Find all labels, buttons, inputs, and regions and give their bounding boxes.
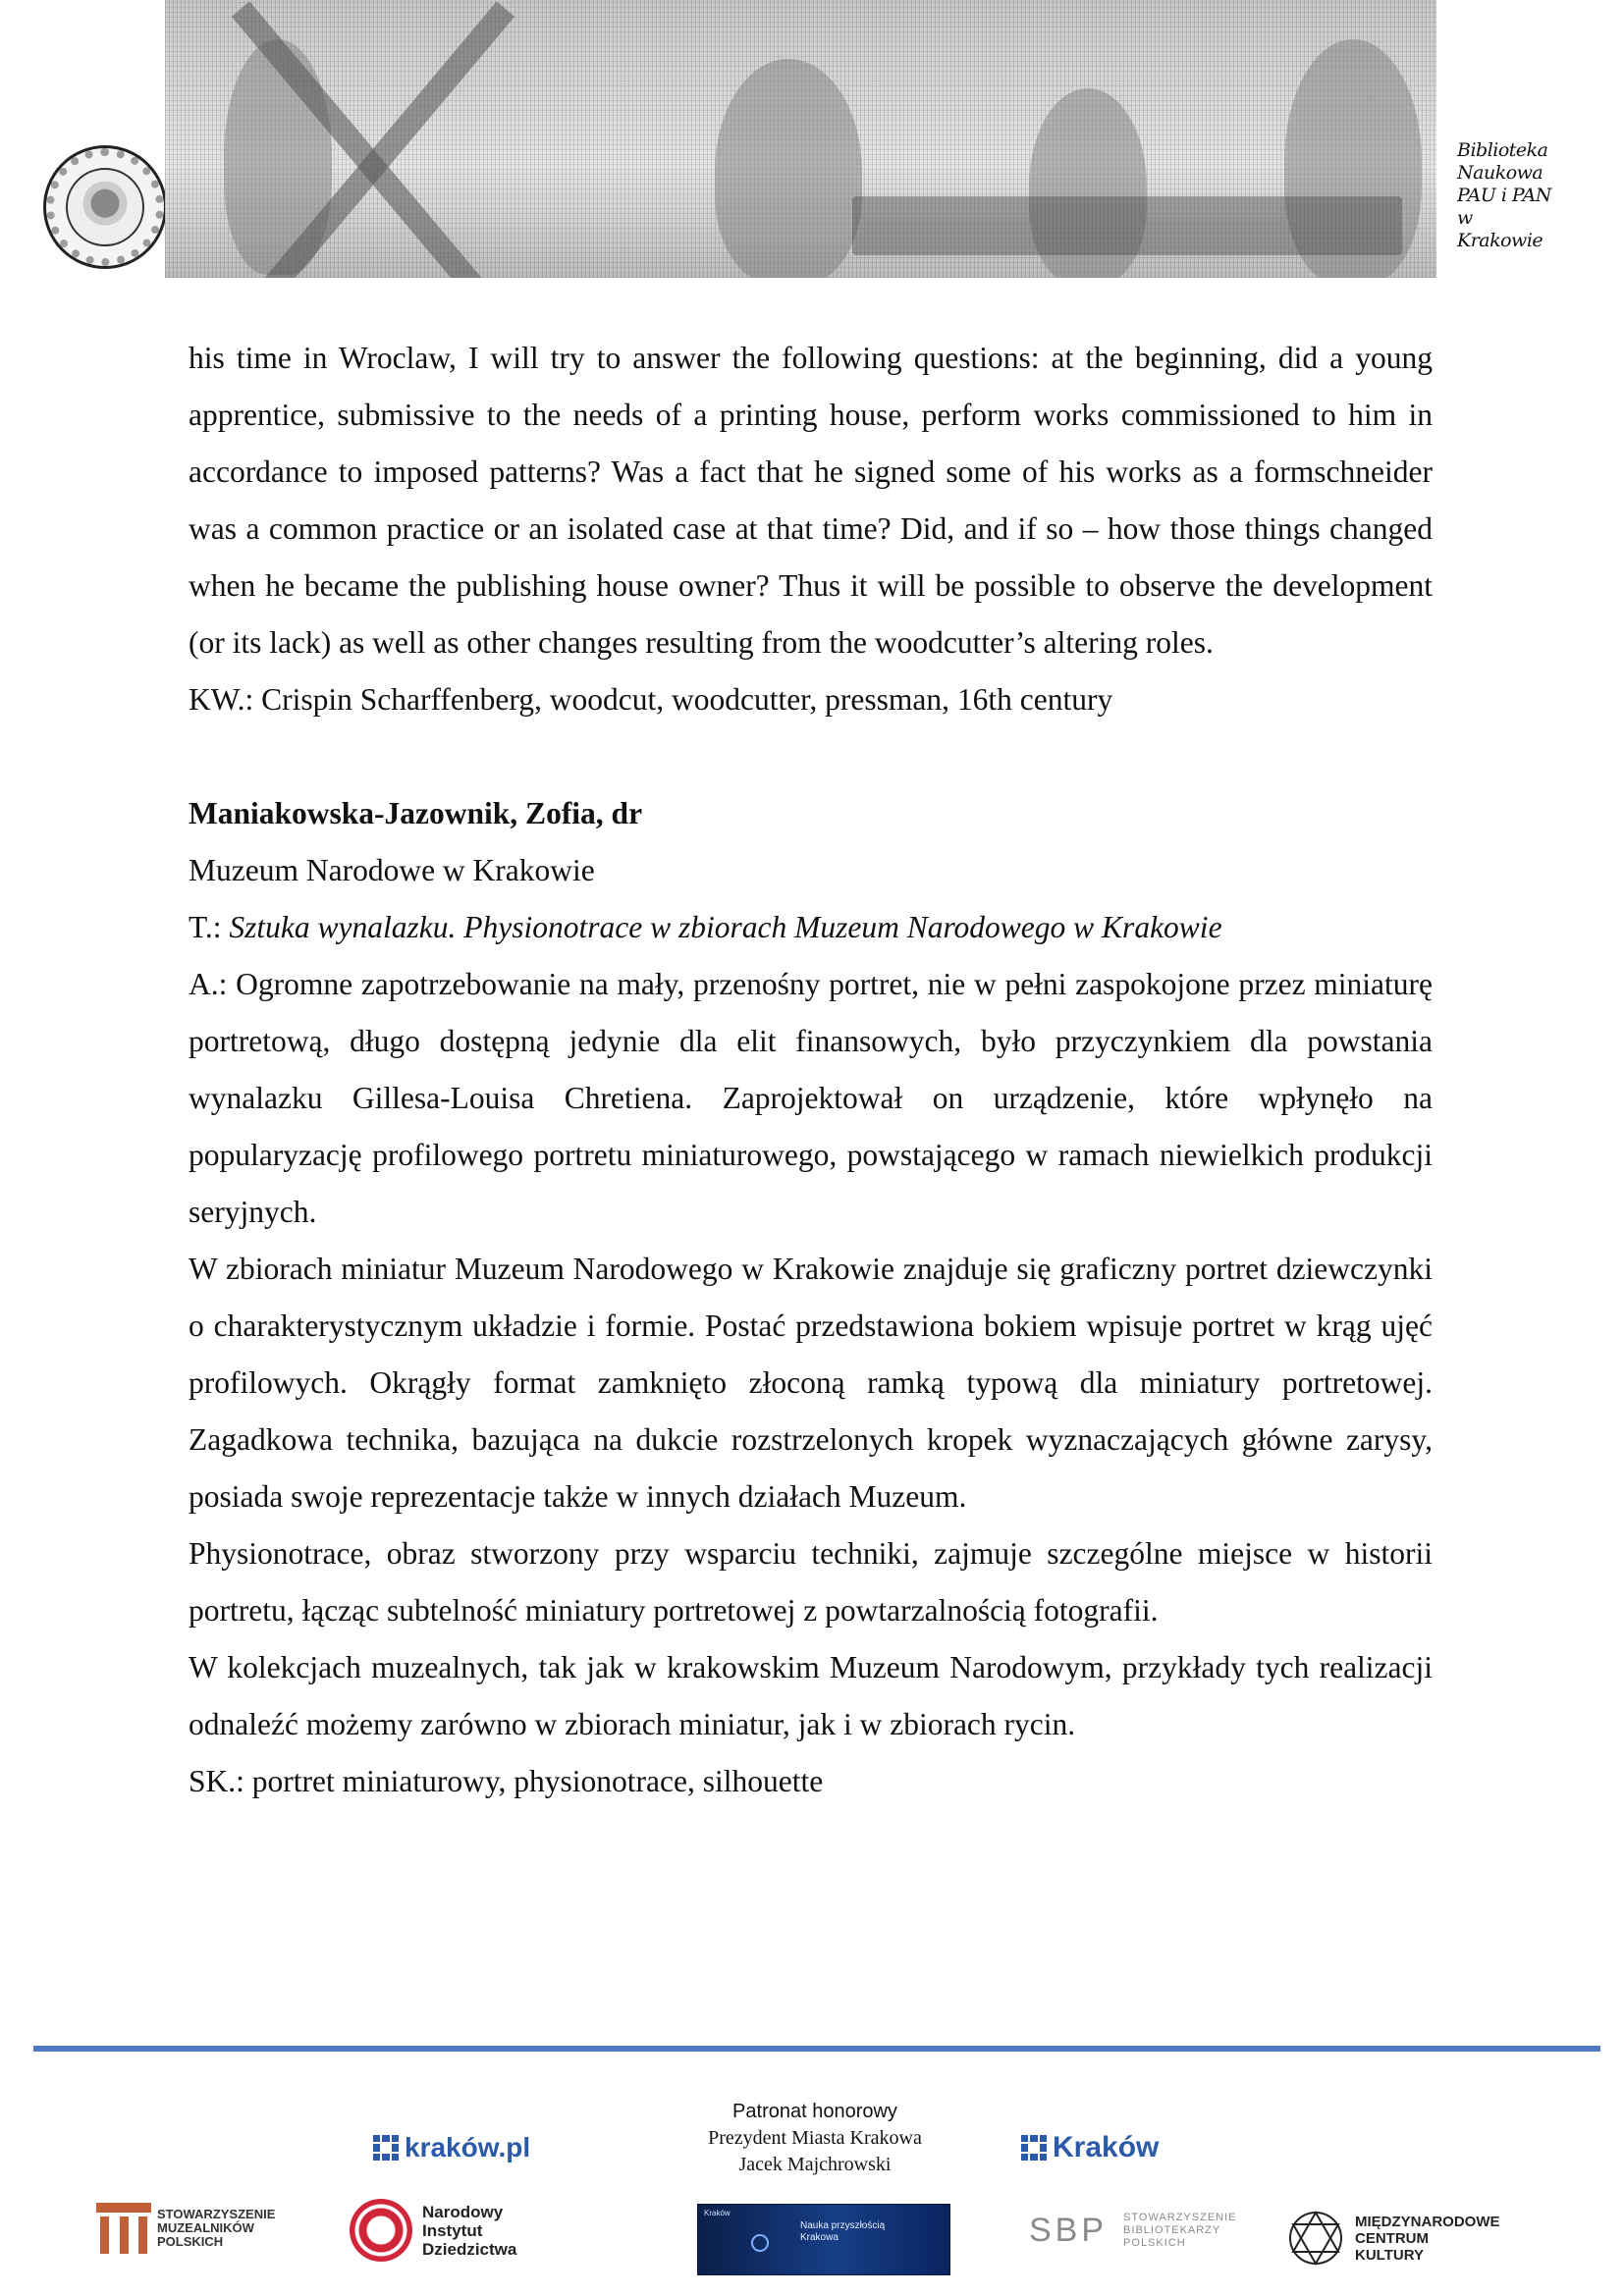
star-polygon-icon [1286, 2209, 1345, 2268]
sbp-mark: SBP [1029, 2212, 1109, 2249]
mck-line: MIĘDZYNARODOWE [1355, 2213, 1500, 2230]
nid-line: Dziedzictwa [422, 2239, 517, 2259]
library-logo-line: Biblioteka [1457, 139, 1548, 161]
library-logo [1457, 139, 1555, 251]
body-paragraph: his time in Wroclaw, I will try to answer the following questions: at the beginning, did a young apprentice, submissive to the needs of a printing house, perform works commissioned to him in accordance to imposed patterns? Was a fact that he signed some of his works as a formschneider was a common practice or an isolated case at that time? Did, and if so – how those things changed when he became the publishing house owner? Thus it will be possible to observe the development (or its lack) as well as other changes resulting from the woodcutter’s altering roles. [189, 341, 1433, 660]
smp-logo [96, 2203, 275, 2254]
entry-author: Maniakowska-Jazownik, Zofia, dr [189, 796, 643, 830]
krakowpl-logo [373, 2128, 530, 2167]
library-logo-line: PAU i PAN [1457, 185, 1551, 206]
smp-line: STOWARZYSZENIE [157, 2207, 276, 2221]
seal-emblem-icon [66, 168, 144, 246]
power-icon [751, 2234, 769, 2252]
library-logo-line: Naukowa [1457, 162, 1543, 184]
patronage-line: Prezydent Miasta Krakowa [708, 2127, 922, 2149]
mck-line: KULTURY [1355, 2246, 1424, 2264]
entry-title-line [189, 899, 1433, 956]
smp-line: POLSKICH [157, 2234, 224, 2249]
patronage-line: Jacek Majchrowski [738, 2154, 892, 2175]
abstract-paragraph: Physionotrace, obraz stworzony przy wsparciu techniki, zajmuje szczególne miejsce w historii portretu, łącząc subtelność miniatury portretowej z powtarzalnością fotografii. [189, 1536, 1433, 1628]
page-header [0, 0, 1624, 280]
banner-line: Nauka przyszłością [800, 2220, 886, 2231]
krakow-label: Kraków [1053, 2131, 1160, 2163]
sbp-line: POLSKICH [1123, 2237, 1186, 2249]
abstract-paragraph: W kolekcjach muzealnych, tak jak w krakowskim Muzeum Narodowym, przykłady tych realizacji odnaleźć możemy zarówno w zbiorach miniatur, jak i w zbiorach rycin. [189, 1650, 1433, 1741]
sbp-logo [1029, 2212, 1237, 2250]
banner-brand: Kraków [704, 2209, 731, 2217]
abstract-paragraph: A.: Ogromne zapotrzebowanie na mały, przenośny portret, nie w pełni zaspokojone przez miniaturę portretową, długo dostępną jedynie dla elit finansowych, było przyczynkiem dla powstania wynalazku Gillesa-Louisa Chretiena. Zaprojektował on urządzenie, które wpłynęło na popularyzację profilowego portretu miniaturowego, powstającego w ramach niewielkich produkcji seryjnych. [189, 967, 1433, 1229]
entry-keywords: SK.: portret miniaturowy, physionotrace, silhouette [189, 1764, 824, 1798]
engraving-figure [715, 59, 862, 278]
banner-line: Krakowa [800, 2232, 839, 2243]
column-building-icon [96, 2203, 151, 2254]
sbp-line: STOWARZYSZENIE [1123, 2212, 1237, 2223]
krakowpl-label: kraków.pl [405, 2132, 531, 2163]
nid-line: Instytut [422, 2220, 483, 2240]
krakow-logo [1021, 2128, 1159, 2167]
entry-title: Sztuka wynalazku. Physionotrace w zbiorach Muzeum Narodowego w Krakowie [229, 910, 1222, 944]
nid-line: Narodowy [422, 2202, 504, 2221]
banner-text [800, 2220, 885, 2244]
nid-logo [350, 2199, 516, 2262]
document-body [189, 330, 1433, 1810]
nid-knot-icon [350, 2199, 412, 2262]
keywords-line: KW.: Crispin Scharffenberg, woodcut, woodcutter, pressman, 16th century [189, 682, 1113, 717]
honorary-patronage [668, 2099, 962, 2178]
entry-title-prefix: T.: [189, 910, 230, 944]
sbp-line: BIBLIOTEKARZY [1123, 2224, 1221, 2236]
pau-seal-logo [43, 145, 167, 269]
abstract-paragraph: W zbiorach miniatur Muzeum Narodowego w Krakowie znajduje się graficzny portret dziewczynki o charakterystycznym układzie i formie. Postać przedstawiona bokiem wpisuje portret w krąg ujęć profilowych. Okrągły format zamknięto złoconą ramką typową dla miniatury portretowej. Zagadkowa technika, bazująca na dukcie rozstrzelonych kropek wyznaczających główne zarysy, posiada swoje reprezentacje także w innych działach Muzeum. [189, 1252, 1433, 1514]
smp-line: MUZEALNIKÓW [157, 2220, 254, 2235]
entry-institution: Muzeum Narodowe w Krakowie [189, 853, 595, 887]
printing-workshop-engraving [165, 0, 1436, 278]
engraving-workbench [852, 196, 1402, 255]
section-spacer [189, 728, 1433, 785]
mck-line: CENTRUM [1355, 2229, 1429, 2247]
mck-logo [1286, 2209, 1500, 2268]
science-krakow-banner [697, 2204, 950, 2275]
patronage-heading: Patronat honorowy [732, 2101, 897, 2122]
krakow-grid-icon [373, 2135, 399, 2161]
library-logo-line: w Krakowie [1457, 207, 1543, 251]
footer-divider [33, 2046, 1600, 2052]
krakow-grid-icon [1021, 2135, 1047, 2161]
